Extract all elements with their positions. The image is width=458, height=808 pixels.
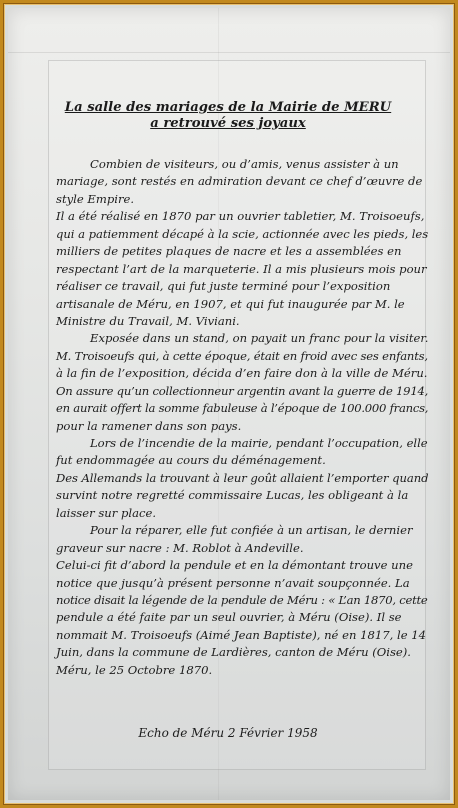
- text-line: laisser sur place.: [56, 505, 157, 520]
- text-line: Lors de l’incendie de la mairie, pendant l’occupation, elle: [90, 436, 428, 450]
- text-line: Des Allemands la trouvant à leur goût allaient l’emporter quand: [56, 470, 429, 485]
- text-line: graveur sur nacre : M. Roblot à Andeville.: [56, 540, 304, 555]
- text-line: survint notre regretté commissaire Lucas, les obligeant à la: [56, 488, 409, 503]
- text-line: Celui-ci fit d’abord la pendule et en la démontant trouve une: [56, 558, 413, 573]
- text-line: Juin, dans la commune de Lardières, canton de Méru (Oise).: [56, 645, 411, 660]
- text-line: notice que jusqu’à présent personne n’avait soupçonnée. La: [56, 575, 410, 590]
- text-line: style Empire.: [56, 191, 135, 206]
- text-line: notice disait la légende de la pendule de Méru : « L’an 1870, cette: [56, 592, 428, 607]
- text-line: réaliser ce travail, qui fut juste terminé pour l’exposition: [56, 279, 391, 294]
- text-line: artisanale de Méru, en 1907, et qui fut inaugurée par M. le: [56, 296, 405, 311]
- text-line: à la fin de l’exposition, décida d’en faire don à la ville de Méru.: [56, 366, 428, 381]
- document-title: [40, 100, 416, 132]
- text-line: pour la ramener dans son pays.: [56, 418, 242, 433]
- text-line: On assure qu’un collectionneur argentin avant la guerre de 1914,: [56, 383, 429, 398]
- text-line: Méru, le 25 Octobre 1870.: [56, 662, 213, 677]
- text-line: nommait M. Troisoeufs (Aimé Jean Baptiste), né en 1817, le 14: [56, 627, 426, 642]
- text-line: pendule a été faite par un seul ouvrier, à Méru (Oise). Il se: [56, 610, 402, 625]
- paper-crease: [8, 52, 450, 53]
- text-line: Ministre du Travail, M. Viviani.: [56, 313, 240, 328]
- text-line: fut endommagée au cours du déménagement.: [56, 453, 326, 468]
- text-line: Combien de visiteurs, ou d’amis, venus assister à un: [90, 157, 399, 171]
- text-line: milliers de petites plaques de nacre et les a assemblées en: [56, 244, 402, 259]
- document-signature: Echo de Méru 2 Février 1958: [138, 726, 318, 740]
- title-line: a retrouvé ses joyaux: [150, 116, 306, 131]
- document-body: [56, 156, 428, 679]
- text-line: Exposée dans un stand, on payait un franc pour la visiter.: [90, 331, 429, 346]
- text-line: mariage, sont restés en admiration devant ce chef d’œuvre de: [56, 174, 423, 189]
- text-line: respectant l’art de la marqueterie. Il a mis plusieurs mois pour: [56, 261, 427, 276]
- text-line: en aurait offert la somme fabuleuse à l’époque de 100.000 francs,: [56, 401, 429, 416]
- text-line: qui a patiemment décapé à la scie, actionnée avec les pieds, les: [56, 226, 429, 241]
- title-line: La salle des mariages de la Mairie de MERU: [64, 100, 392, 115]
- text-line: M. Troisoeufs qui, à cette époque, était en froid avec ses enfants,: [56, 348, 428, 363]
- text-line: Pour la réparer, elle fut confiée à un artisan, le dernier: [90, 523, 413, 538]
- text-line: Il a été réalisé en 1870 par un ouvrier tabletier, M. Troisoeufs,: [56, 209, 425, 224]
